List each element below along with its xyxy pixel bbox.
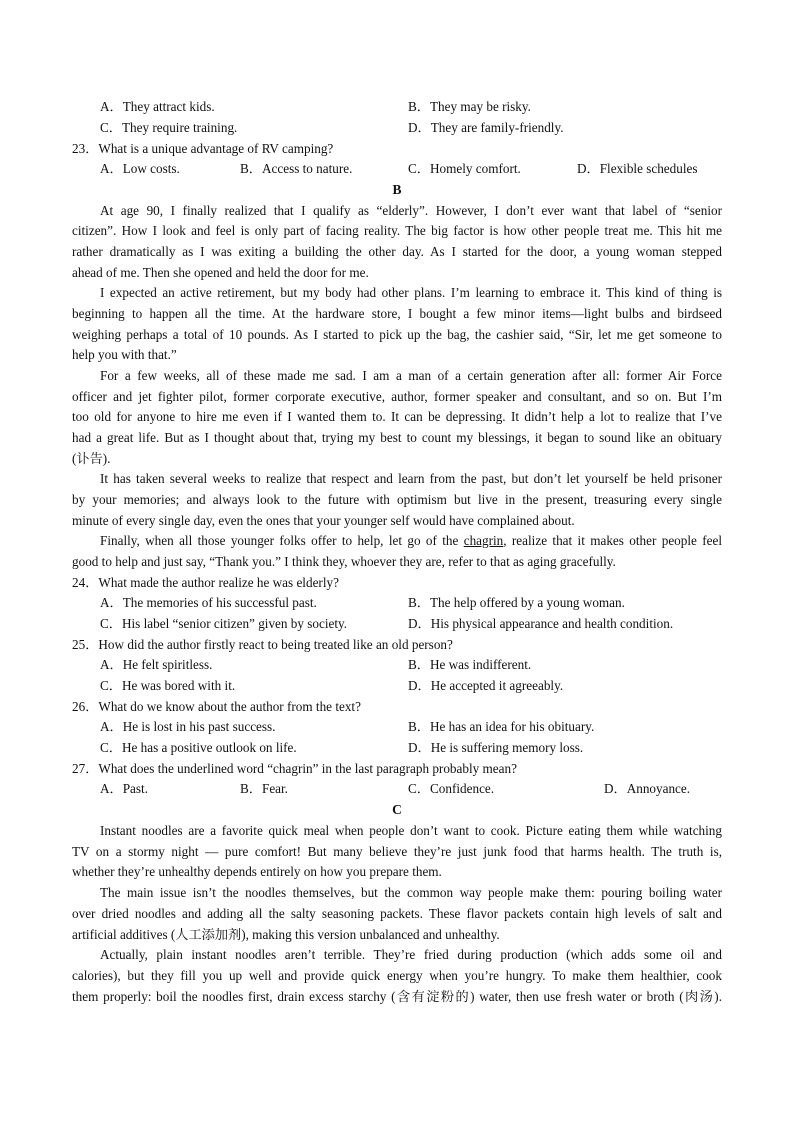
section-b-p2-line1: I expected an active retirement, but my body had other plans. I’m learning to embrace it. This kind of thing is: [100, 285, 722, 300]
underlined-word-chagrin: chagrin: [463, 533, 504, 548]
section-c-p1-line2: TV on a stormy night — pure comfort! But many believe they’re just junk food that harms health. The truth is,: [72, 844, 722, 859]
section-b-p3-line5: (讣告).: [72, 451, 111, 466]
section-b-p3-line1: For a few weeks, all of these made me sad. I am a man of a certain generation after all: former Air Force: [100, 368, 722, 383]
section-c-p3-line2: calories), but they fill you up well and provide quick energy when you’re hungry. To make them healthier, cook: [72, 968, 722, 983]
q23-option-b: B．Access to nature.: [240, 161, 353, 176]
section-b-p1-line1: At age 90, I finally realized that I qualify as “elderly”. However, I don’t ever want that label of “senior: [100, 203, 722, 218]
section-b-p1-line4: ahead of me. Then she opened and held the door for me.: [72, 265, 369, 280]
q27-option-b: B．Fear.: [240, 781, 288, 796]
section-b-p3-line4: had a great life. But as I thought about that, trying my best to count my blessings, it began to sound like an obituary: [72, 430, 722, 445]
q26-option-c: C．He has a positive outlook on life.: [100, 740, 297, 755]
q26-stem: 26．What do we know about the author from the text?: [72, 699, 361, 714]
section-b-p2-line3: weighing perhaps a total of 10 pounds. As I started to pick up the bag, the cashier said, “Sir, let me get someone to: [72, 327, 722, 342]
q25-option-c: C．He was bored with it.: [100, 678, 236, 693]
q26-option-a: A．He is lost in his past success.: [100, 719, 276, 734]
section-b-p4-line1: It has taken several weeks to realize that respect and learn from the past, but don’t let yourself be held prisoner: [100, 471, 722, 486]
section-b-p4-line2: by your memories; and always look to the future with optimism but live in the present, treasuring every single: [72, 492, 722, 507]
section-b-p5-line1: [100, 531, 722, 551]
section-c-p1-line1: Instant noodles are a favorite quick meal when people don’t want to cook. Picture eating them while watching: [100, 823, 722, 838]
p5-text-before: Finally, when all those younger folks offer to help, let go of the: [100, 533, 464, 548]
section-b-p2-line4: help you with that.”: [72, 347, 177, 362]
p5-text-after: , realize that it makes other people feel: [503, 533, 722, 548]
section-c-p1-line3: whether they’re unhealthy depends entirely on how you prepare them.: [72, 864, 442, 879]
q25-stem: 25．How did the author firstly react to being treated like an old person?: [72, 637, 453, 652]
q27-option-d: D．Annoyance.: [604, 781, 691, 796]
q27-option-a: A．Past.: [100, 781, 148, 796]
section-b-p3-line2: officer and jet fighter pilot, former corporate executive, author, former speaker and consultant, and so on. But I’m: [72, 389, 722, 404]
q23-stem: 23．What is a unique advantage of RV camping?: [72, 141, 334, 156]
q23-option-c: C．Homely comfort.: [408, 161, 521, 176]
q23-option-a: A．Low costs.: [100, 161, 180, 176]
q22-option-d: D．They are family-friendly.: [408, 120, 564, 135]
section-b-heading: B: [392, 182, 402, 197]
section-b-p4-line3: minute of every single day, even the ones that your younger self would have complained about.: [72, 513, 575, 528]
section-c-heading: C: [392, 802, 402, 817]
q24-option-c: C．His label “senior citizen” given by society.: [100, 616, 348, 631]
q22-option-a: A．They attract kids.: [100, 99, 215, 114]
section-c-p2-line1: The main issue isn’t the noodles themselves, but the common way people make them: pouring boiling water: [100, 885, 722, 900]
q25-option-d: D．He accepted it agreeably.: [408, 678, 564, 693]
section-b-p3-line3: too old for anyone to hire me even if I wanted them to. It can be depressing. It didn’t help a lot to realize that I’ve: [72, 409, 722, 424]
q26-option-d: D．He is suffering memory loss.: [408, 740, 584, 755]
q22-option-b: B．They may be risky.: [408, 99, 531, 114]
q23-option-d: D．Flexible schedules: [577, 161, 698, 176]
q27-option-c: C．Confidence.: [408, 781, 495, 796]
section-c-p2-line2: over dried noodles and adding all the salty seasoning packets. These flavor packets contain high levels of salt and: [72, 906, 722, 921]
q25-option-a: A．He felt spiritless.: [100, 657, 213, 672]
section-c-p3-line1: Actually, plain instant noodles aren’t terrible. They’re fried during production (which adds some oil and: [100, 947, 722, 962]
q26-option-b: B．He has an idea for his obituary.: [408, 719, 595, 734]
section-b-p2-line2: beginning to happen all the time. At the hardware store, I bought a few minor items—light bulbs and birdseed: [72, 306, 722, 321]
q22-option-c: C．They require training.: [100, 120, 238, 135]
q24-option-a: A．The memories of his successful past.: [100, 595, 317, 610]
q24-option-b: B．The help offered by a young woman.: [408, 595, 625, 610]
q24-option-d: D．His physical appearance and health condition.: [408, 616, 674, 631]
section-c-p3-line3: them properly: boil the noodles first, drain excess starchy (含有淀粉的) water, then use fresh water or broth (肉汤).: [72, 989, 722, 1004]
section-b-p1-line2: citizen”. How I look and feel is only part of facing reality. The big factor is how other people treat me. This hit me: [72, 223, 722, 238]
q25-option-b: B．He was indifferent.: [408, 657, 532, 672]
q24-stem: 24．What made the author realize he was elderly?: [72, 575, 339, 590]
q27-stem: 27．What does the underlined word “chagrin” in the last paragraph probably mean?: [72, 761, 517, 776]
section-b-p5-line2: good to help and just say, “Thank you.” I think they, whoever they are, refer to that as aging gracefully.: [72, 554, 616, 569]
section-b-p1-line3: rather dramatically as I was exiting a building the other day. As I started for the door, a young woman stepped: [72, 244, 722, 259]
section-c-p2-line3: artificial additives (人工添加剂), making this version unbalanced and unhealthy.: [72, 927, 500, 942]
